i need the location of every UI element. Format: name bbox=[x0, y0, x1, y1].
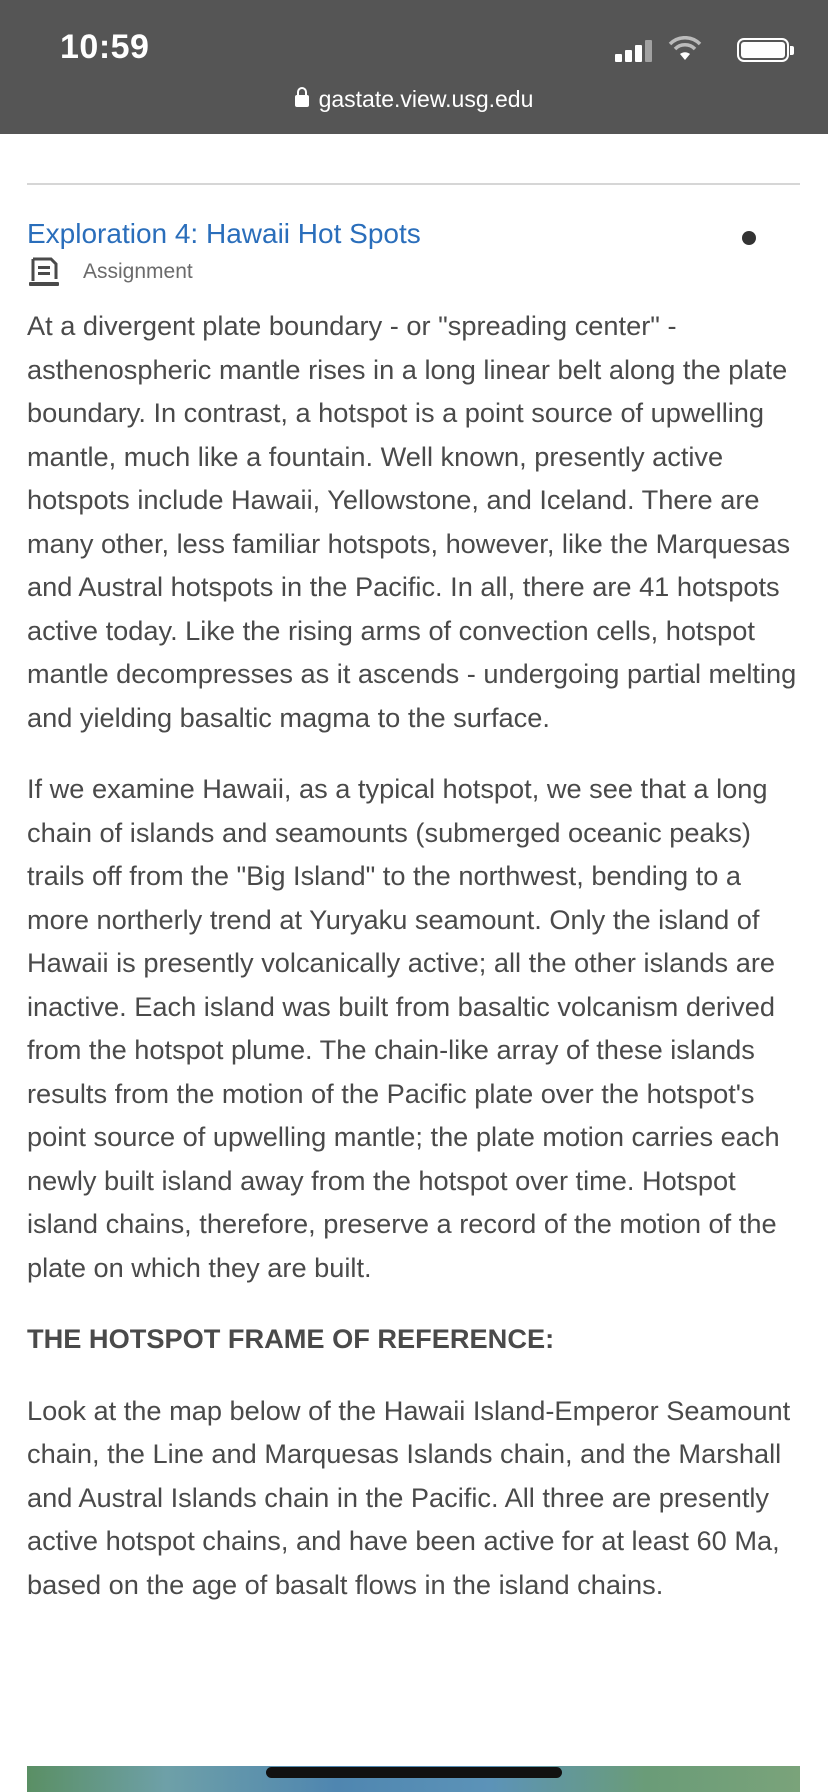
section-heading: THE HOTSPOT FRAME OF REFERENCE: bbox=[27, 1323, 555, 1354]
more-options-icon[interactable] bbox=[742, 231, 756, 245]
cellular-signal-icon bbox=[615, 40, 655, 62]
divider bbox=[27, 183, 800, 185]
status-time: 10:59 bbox=[60, 28, 150, 66]
address-bar[interactable] bbox=[0, 86, 828, 118]
status-icons bbox=[595, 36, 795, 64]
status-bar bbox=[0, 0, 828, 134]
paragraph: Look at the map below of the Hawaii Island-Emperor Seamount chain, the Line and Marquesas Islands chain, and the Marshall and Austral Islands chain in the Pacific. All three are presently active hotspot chains, and have been active for at least 60 Ma, based on the age of basalt flows in the island chains. bbox=[27, 1394, 791, 1600]
wifi-icon bbox=[667, 36, 703, 62]
assignment-icon bbox=[27, 255, 61, 289]
paragraph: At a divergent plate boundary - or "spreading center" - asthenospheric mantle rises in a long linear belt along the plate boundary. In contrast, a hotspot is a point source of upwelling mantle, much like a fountain. Well known, presently active hotspots include Hawaii, Yellowstone, and Iceland. There are many other, less familiar hotspots, however, like the Marquesas and Austral hotspots in the Pacific. In all, there are 41 hotspots active today. Like the rising arms of convection cells, hotspot mantle decompresses as it ascends - undergoing partial melting and yielding basaltic magma to the surface. bbox=[27, 310, 797, 733]
assignment-title-link[interactable]: Exploration 4: Hawaii Hot Spots bbox=[27, 218, 421, 249]
assignment-type-label: Assignment bbox=[83, 260, 193, 283]
home-indicator[interactable] bbox=[266, 1767, 562, 1778]
paragraph: If we examine Hawaii, as a typical hotspot, we see that a long chain of islands and seamounts (submerged oceanic peaks) trails off from the "Big Island" to the northwest, bending to a more northerly trend at Yuryaku seamount. Only the island of Hawaii is presently volcanically active; all the other islands are inactive. Each island was built from basaltic volcanism derived from the hotspot plume. The chain-like array of these islands results from the motion of the Pacific plate over the hotspot's point source of upwelling mantle; the plate motion carries each newly built island away from the hotspot over time. Hotspot island chains, therefore, preserve a record of the motion of the plate on which they are built. bbox=[27, 773, 780, 1283]
battery-icon bbox=[737, 38, 789, 62]
lock-icon bbox=[295, 95, 309, 107]
url-text: gastate.view.usg.edu bbox=[318, 86, 534, 112]
assignment-description bbox=[27, 304, 803, 1634]
